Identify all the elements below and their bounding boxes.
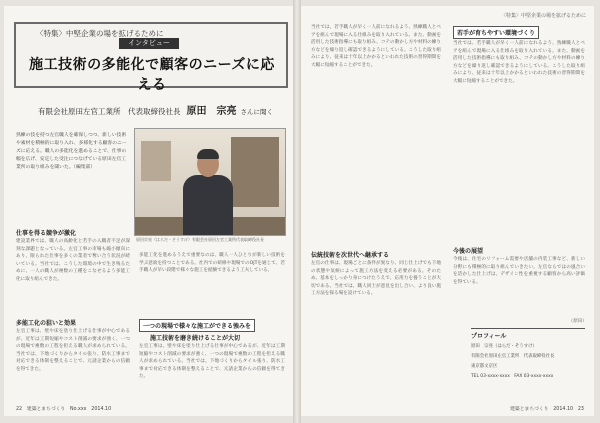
interview-photo [134,128,286,236]
section-heading: 若手が育ちやすい環境づくり [453,26,539,39]
gutter [293,0,301,423]
body-column: 左官工事は、壁や床を塗り仕上げる仕事が中心であるが、近年は工期短縮やコスト削減の要求が強く、一つの現場で複数の工程を担える職人が求められている。当社では、下地づくりからタイル張り、防水工事まで対応できる体制を整えることで、元請企業からの信頼を得てきた。 [139,344,285,380]
section-heading: 仕事を得る競争が激化 [16,230,77,237]
byline-name: 原田 宗亮 [186,106,237,117]
body-column: 建設業界では、職人の高齢化と若手の入職者不足が深刻な課題となっている。左官工事の市場も縮小傾向にあり、限られた仕事を多くの業者で奪い合う状況が続いている。当社では、こうした環境の中で生き残るために、一人の職人が複数の工種をこなせるよう多能工化に取り組んできた。 [16,239,130,282]
series-title: 〈特集〉中堅企業の場を拡げるために [36,29,164,38]
body-column: 当社では、若手職人が早く一人前になれるよう、熟練職人とペアを組んで現場に入る仕組みを取り入れている。また、動画を活用した技術指導にも取り組み、コテの動かし方や材料の練り方などを繰り返し確認できるようにしている。こうした取り組みにより、従来は十年以上かかるといわれた技術の習得期間を大幅に短縮することができた。 [311,25,441,68]
body-column: 左官の仕事は、現場ごとに条件が異なり、同じ仕上げでも下地の状態や気候によって施工方法を変える必要がある。そのため、基本をしっかり身につけたうえで、応用力を養うことが大切である。当社では、職人同士が意見を出し合い、より良い施工方法を探る場を設けている。 [311,261,441,297]
running-header: 〈特集〉中堅企業の場を拡げるために [500,13,586,19]
section-heading: 今後の展望 [453,248,484,255]
photo-caption: 原田宗亮（はらだ・そうすけ）有限会社原田左官工業所代表取締役社長 [136,237,264,242]
body-column: 今後は、住宅のリフォーム需要や店舗の内装工事など、新しい分野にも積極的に取り組んでいきたい。左官ならではの風合いを活かした仕上げは、デザイン性を重視する顧客から高い評価を得ている。 [453,257,585,285]
section-heading: 伝統技術を次世代へ継承する [311,252,390,259]
body-column: 当社では、若手職人が早く一人前になれるよう、熟練職人とペアを組んで現場に入る仕組みを取り入れている。また、動画を活用した技術指導にも取り組み、コテの動かし方や材料の練り方などを繰り返し確認できるようにしている。こうした取り組みにより、従来は十年以上かかるといわれた技術の習得期間を大幅に短縮することができた。 [453,41,585,84]
byline-suffix: さんに聞く [240,108,273,116]
page-footer: 22 建築とまちづくり No.xxx 2014.10 [16,407,112,412]
title-box [14,22,288,93]
body-column: 左官工事は、壁や床を塗り仕上げる仕事が中心であるが、近年は工期短縮やコスト削減の要求が強く、一つの現場で複数の工程を担える職人が求められている。当社では、下地づくりからタイル張り、防水工事まで対応できる体制を整えることで、元請企業からの信頼を得てきた。 [16,329,130,372]
profile-label: プロフィール [471,333,507,340]
signature: （原田） [568,319,587,324]
profile-line: 東京都文京区 [471,364,498,369]
byline-company: 有限会社原田左官工業所 代表取締役社長 [38,107,181,116]
profile-line: 有限会社原田左官工業所 代表取締役社長 [471,354,555,359]
right-page [301,6,594,416]
interview-tag: インタビュー [119,38,179,49]
profile-line: TEL 03-xxxx-xxxx FAX 03-xxxx-xxxx [471,374,554,379]
lead-paragraph: 熟練の技を持つ左官職人を確保しつつ、新しい技術や素材を積極的に取り入れ、多様化する顧客のニーズに応える。職人の多能化を進めることで、仕事の幅を広げ、安定した受注につなげている原田左官工業所の取り組みを聞いた。（編集部） [16,133,127,170]
body-column: 多能工化を進めるうえで重要なのは、職人一人ひとりが新しい技術を学ぶ意欲を持つことである。社内での研修や現場でのOJTを通じて、若手職人が早い段階で様々な施工を経験できるよう工夫している。 [139,253,285,274]
section-heading: 一つの現場で様々な施工ができる強みを [139,319,255,332]
section-heading: 施工技術を磨き続けることが大切 [150,335,241,342]
page-footer: 建築とまちづくり 2014.10 23 [510,407,584,412]
left-page [4,6,293,416]
profile-box [471,328,585,397]
article-title: 施工技術の多能化で顧客のニーズに応える [29,57,275,93]
byline [38,102,273,117]
profile-line: 原田 宗亮（はらだ・そうすけ） [471,344,537,349]
section-heading: 多能工化の狙いと効果 [16,320,77,327]
